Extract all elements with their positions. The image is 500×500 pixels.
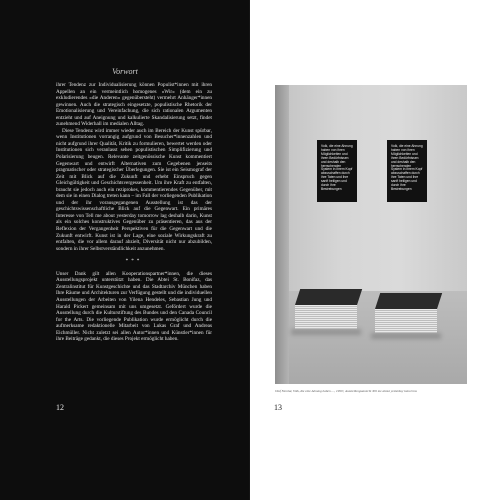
- exhibition-photo: [275, 85, 467, 384]
- acknowledgement-paragraph: Unser Dank gilt allen Kooperationspartner*innen, die dieses Ausstellungsprojekt unterstützt haben. Die Abtei St. Bonifaz, das Zentralinstitut für Kunstgeschichte und das Stadtarchiv München haben Ihre Räume und Architekturen zur Verfügung gestellt und die individuellen Ausstellungen der Arbeiten von Yilena Hendeles, Sebastian Jung und Harald Pickert gemeinsam mit uns umgesetzt. Gefördert wurde die Ausstellung durch die Kulturstiftung des Bundes und den Canada Council for the Arts. Die vorliegende Publikation wurde ermöglicht durch die aufmerksame redaktionelle Mitarbeit von Lukas Graf und Andreas Eichmüller. Nicht zuletzt sei allen Autor*innen und Künstler*innen für ihre Beiträge gedankt, die dieses Projekt ermöglicht haben.: [56, 270, 212, 343]
- paragraph-1: ihrer Tendenz zur Individualisierung können Populist*innen mit ihren Appellen an ein vermeintlich homogenes »Wir« (dem ein zu exkludierendes »die Anderen« gegenübersteht) vermehrt Anhänger*innen gewinnen. Auch die strategisch eingesetzte, populistische Rhetorik der Emotionalisierung und Vereinfachung, die sich rationalen Argumenten entzieht und auf Aneignung und kalkulierte Skandalisierung setzt, findet zunehmend Widerhall im medialen Alltag.: [56, 82, 212, 128]
- paper-stack-left: [295, 289, 357, 329]
- paragraph-2: Diese Tendenz wird immer wieder auch im Bereich der Kunst spürbar, wenn Institutionen vorrangig aufgrund von Besucher*innenzahlen und nicht aufgrund ihrer Qualität, Kritik zu formulieren, bewertet werden oder Institutionen sich veranlasst sehen populistischen Simplifizierung und Polarisierung beugen. Relevante zeitgenössische Kunst kommentiert Gegenwart und entwirft Alternativen zum Gegebenen jenseits pragmatischer oder strategischer Überlegungen. Sie ist ein Seismograf der Zeit mit Blick auf die Zukunft und erhebt Einspruch gegen Gleichgültigkeit und Geschichtsvergessenheit. Um ihre Kraft zu entfalten, braucht sie jedoch auch ein reziprokes, kommentierendes Gegenüber, mit dem sie in einen Dialog treten kann – im Fall der vorliegenden Publikation und der ihr vorausgegangenen Ausstellung ist das der geschichtswissenschaftliche Blick auf die Gegenwart. Ein primäres Interesse von Tell me about yesterday tomorrow lag deshalb darin, Kunst als ein solches konstruktives Gegenüber zu präsentieren, das aus der Reflexion der Vergangenheit Perspektiven für die Gegenwart und die Zukunft entwirft. Kunst ist in der Lage, eine soziale Wirkungskraft zu entfalten, die vor allem darauf abzielt, Diversität nicht nur abzubilden, sondern in ihrer Selbstverständlichkeit anzunehmen.: [56, 127, 212, 252]
- section-separator: ***: [125, 258, 143, 265]
- page-number-right: 13: [274, 403, 282, 412]
- paper-stack-right: [375, 293, 437, 333]
- photo-pillar: [275, 85, 289, 384]
- photo-caption: Olaf Nicolai, Volk, die eine Ahnung haben …, 1999 | Ausstellungsansicht Tell me about yesterday tomorrow: [275, 389, 417, 393]
- poster-left: Volk, die eine Ahnung haben von ihren Möglichkeiten und ihren Bedürfnissen und deshalb den herrschenden System in ihrem Kopf abzuschaffen durch ihre Taten und ihre sanft heiligen und durch ihre Bestrebungen: [317, 140, 357, 202]
- running-head: Vorwort: [112, 67, 138, 76]
- poster-right: Volk, die eine Ahnung haben von ihren Möglichkeiten und ihren Bedürfnissen und deshalb den herrschenden System in ihrem Kopf abzuschaffen durch ihre Taten und ihre sanft heiligen und durch ihre Bestrebungen: [387, 140, 427, 202]
- photo-wall: [275, 85, 467, 295]
- page-number-left: 12: [56, 403, 64, 412]
- body-text: [56, 82, 212, 343]
- right-page: [250, 0, 500, 500]
